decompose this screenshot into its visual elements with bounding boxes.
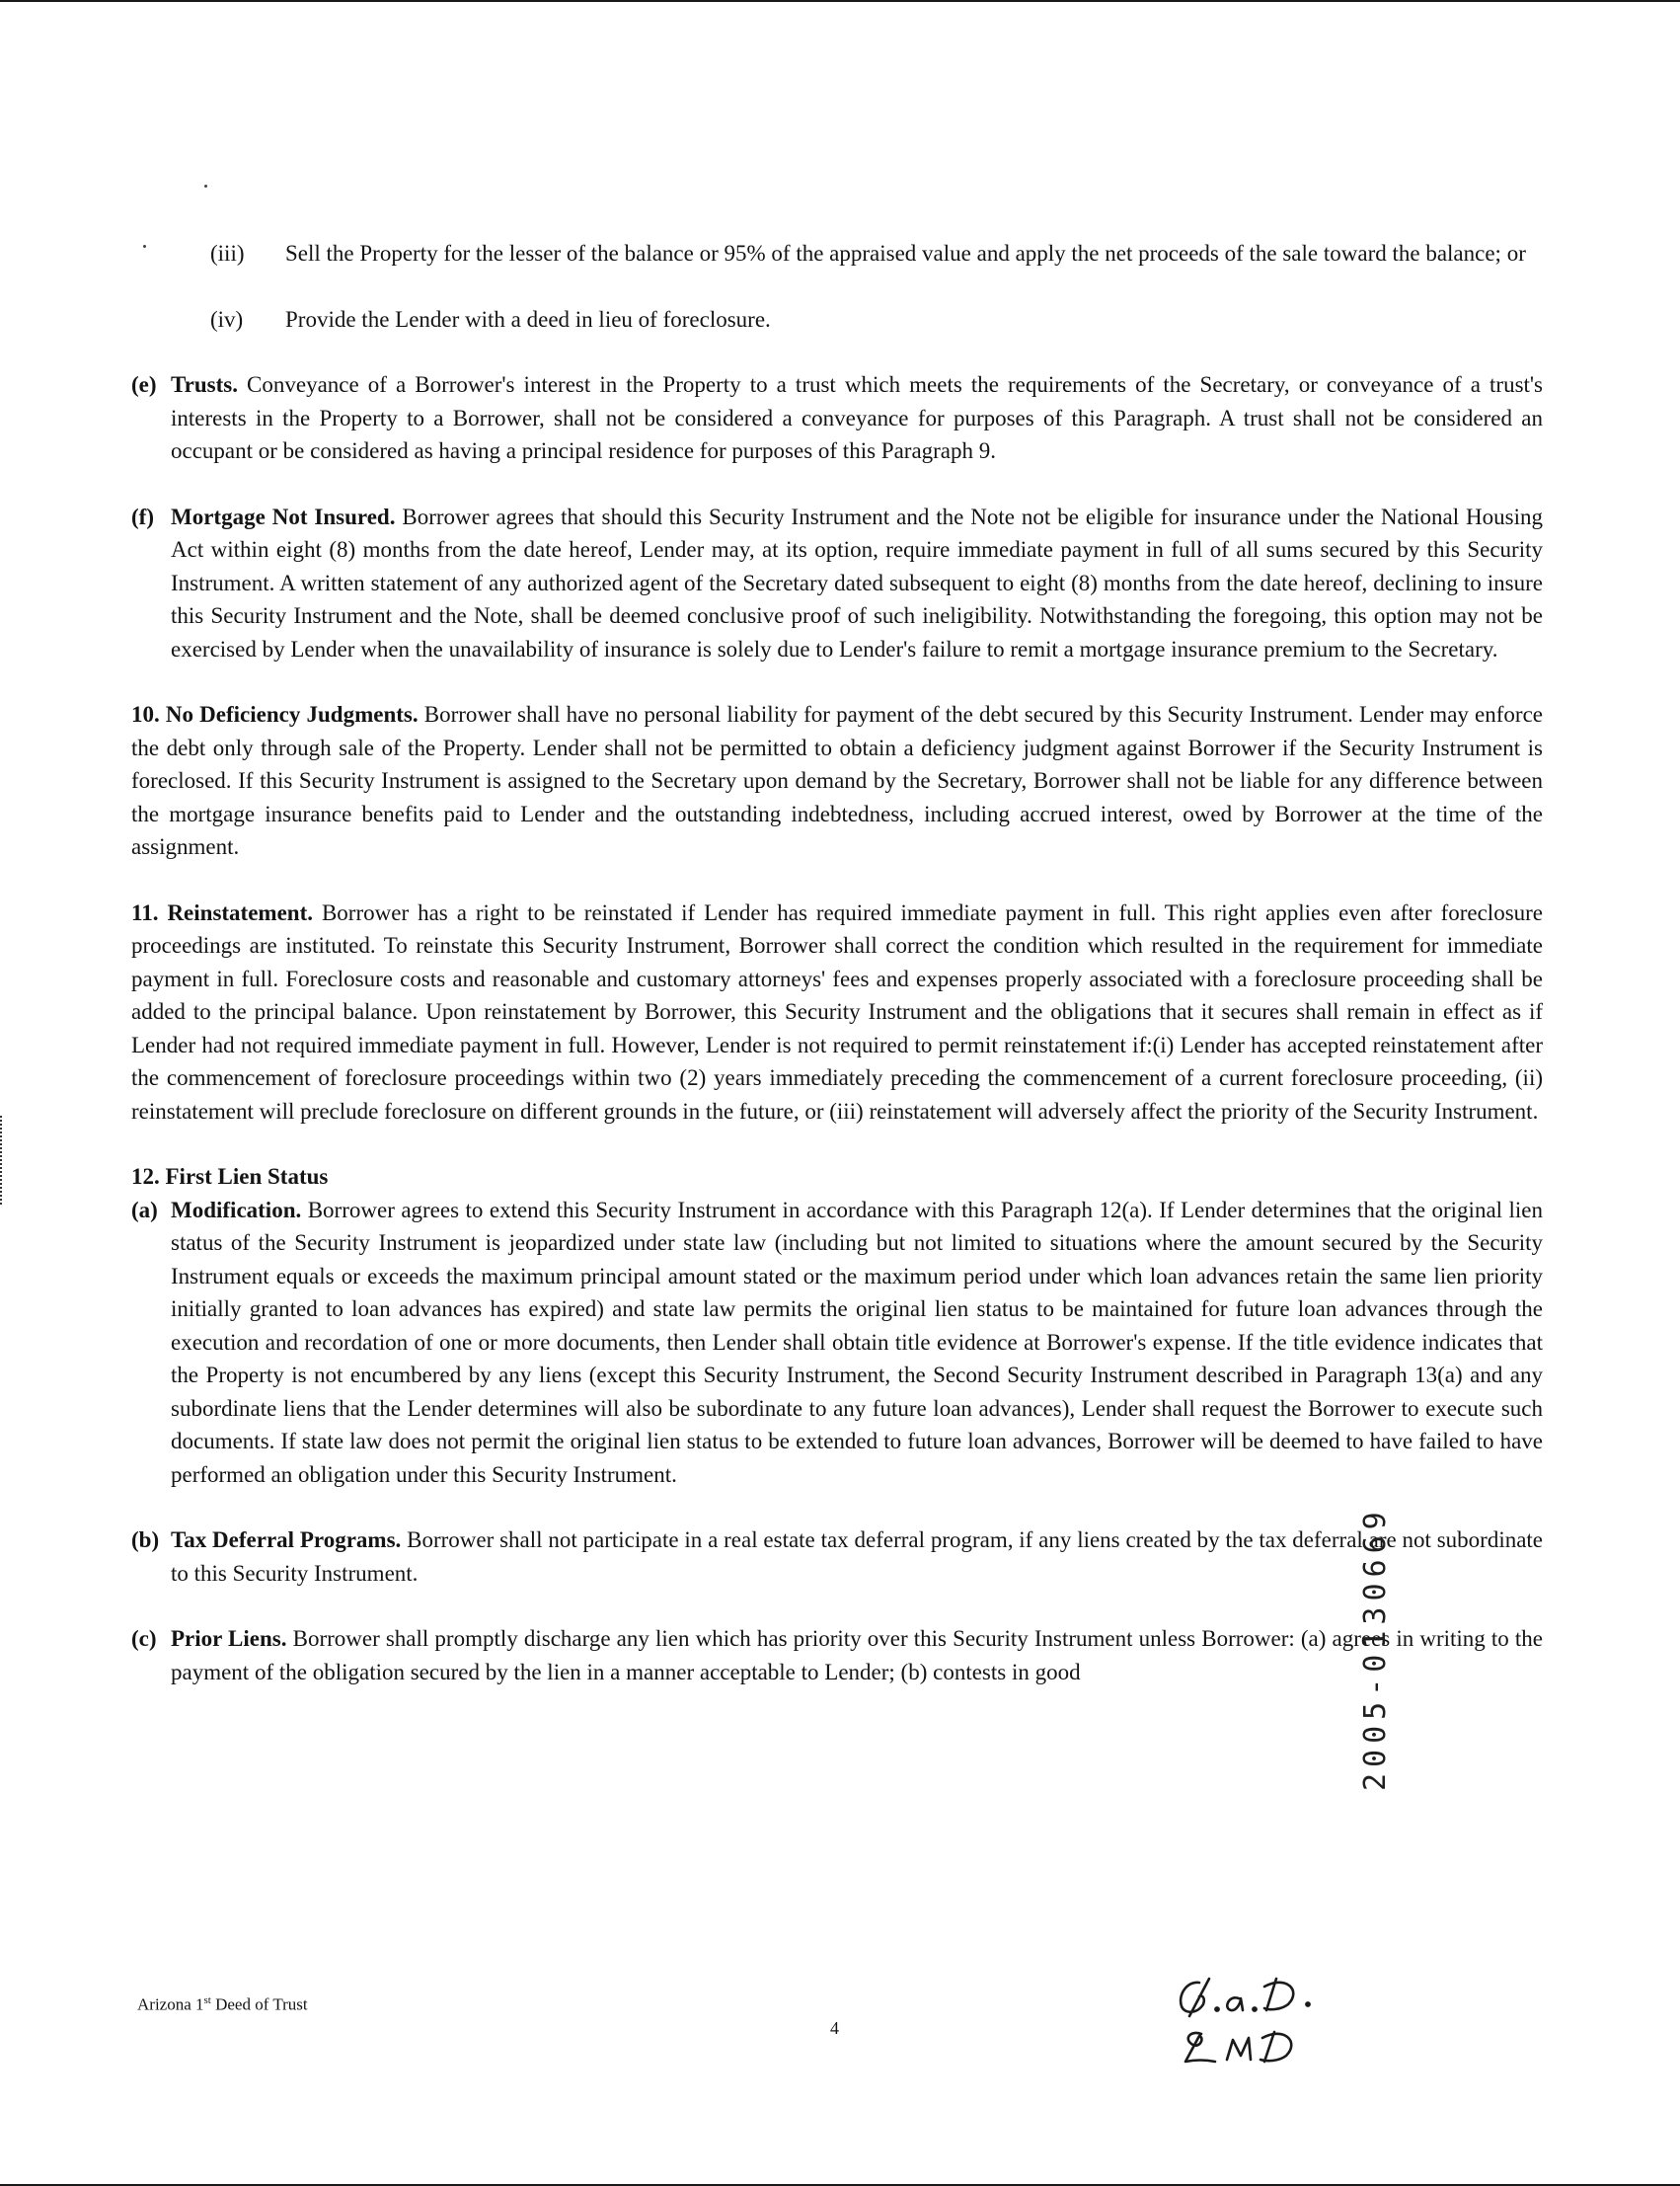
section-no-deficiency-judgments <box>131 698 1543 864</box>
list-item-number: (iii) <box>210 241 245 266</box>
margin-document-number: 2005-0130669 <box>1358 1506 1393 1791</box>
section-heading: Prior Liens. <box>171 1626 287 1651</box>
subsection-tax-deferral-programs <box>131 1523 1543 1590</box>
section-heading: Modification. <box>171 1197 302 1222</box>
section-text: Borrower shall promptly discharge any lien which has priority over this Security Instrument unless Borrower: (a) agrees in writing to the payment of the obligation secured by the lien in a manner acceptable to Lender; (b) contests in good <box>171 1626 1544 1684</box>
list-item-text: Sell the Property for the lesser of the balance or 95% of the appraised value and apply the net proceeds of the sale toward the balance; or <box>285 241 1526 266</box>
section-text: Borrower agrees that should this Security Instrument and the Note not be eligible for insurance under the National Housing Act within eight (8) months from the date hereof, Lender may, at its option, require immediate payment in full of all sums secured by this Security Instrument. A written statement of any authorized agent of the Secretary dated subsequent to eight (8) months from the date hereof, declining to insure this Security Instrument and the Note, shall be deemed conclusive proof of such ineligibility. Notwithstanding the foregoing, this option may not be exercised by Lender when the unavailability of insurance is solely due to Lender's failure to remit a mortgage insurance premium to the Secretary. <box>171 504 1543 662</box>
subsection-modification <box>131 1194 1543 1492</box>
section-text: Borrower shall have no personal liability for payment of the debt secured by this Security Instrument. Lender may enforce the debt only through sale of the Property. Lender shall not be permitted to obtain a deficiency judgment against Borrower if the Security Instrument is foreclosed. If this Security Instrument is assigned to the Secretary upon demand by the Secretary, Borrower shall not be liable for any difference between the mortgage insurance benefits paid to Lender and the outstanding indebtedness, including accrued interest, owed by Borrower at the time of the assignment. <box>131 702 1543 859</box>
section-heading: Trusts. <box>171 372 238 397</box>
list-item-number: (iv) <box>210 306 244 332</box>
section-label: (b) <box>131 1527 160 1552</box>
form-name-prefix: Arizona 1 <box>137 1994 204 2014</box>
section-mortgage-not-insured <box>131 501 1543 666</box>
section-reinstatement <box>131 897 1543 1129</box>
section-label: (c) <box>131 1626 157 1651</box>
section-heading: Mortgage Not Insured. <box>171 504 396 529</box>
form-name <box>137 1990 308 2016</box>
section-label: (a) <box>131 1197 158 1222</box>
form-name-suffix: Deed of Trust <box>210 1994 308 2014</box>
list-item-iv <box>131 303 1543 337</box>
section-text: Borrower has a right to be reinstated if Lender has required immediate payment in full. This right applies even after foreclosure proceedings are instituted. To reinstate this Security Instrument, Borrower shall correct the condition which resulted in the requirement for immediate payment in full. Foreclosure costs and reasonable and customary attorneys' fees and expenses properly associated with a foreclosure proceeding shall be added to the principal balance. Upon reinstatement by Borrower, this Security Instrument and the obligations that it secures shall remain in effect as if Lender had not required immediate payment in full. However, Lender is not required to permit reinstatement if:(i) Lender has accepted reinstatement after the commencement of foreclosure proceedings within two (2) years immediately preceding the commencement of a current foreclosure proceeding, (ii) reinstatement will preclude foreclosure on different grounds in the future, or (iii) reinstatement will adversely affect the priority of the Security Instrument. <box>131 899 1544 1124</box>
form-name-sup: st <box>203 1994 211 2006</box>
handwritten-initials <box>1170 1965 1367 2073</box>
document-body <box>131 237 1543 1688</box>
scan-edge-marks <box>0 1116 6 1205</box>
section-heading: 11. Reinstatement. <box>131 899 313 925</box>
section-trusts <box>131 368 1543 468</box>
subsection-prior-liens <box>131 1622 1543 1688</box>
section-label: (e) <box>131 372 157 397</box>
page-number: 4 <box>830 2018 839 2038</box>
section-text: Borrower agrees to extend this Security Instrument in accordance with this Paragraph 12(a). If Lender determines that the original lien status of the Security Instrument is jeopardized under state law (including but not limited to situations where the amount secured by the Security Instrument equals or exceeds the maximum principal amount stated or the maximum period under which loan advances retain the same lien priority initially granted to loan advances has expired) and state law permits the original lien status to be maintained for future loan advances through the execution and recordation of one or more documents, then Lender shall obtain title evidence at Borrower's expense. If the title evidence indicates that the Property is not encumbered by any liens (except this Security Instrument, the Second Security Instrument described in Paragraph 13(a) and any subordinate liens that the Lender determines will also be subordinate to any future loan advances), Lender shall request the Borrower to execute such documents. If state law does not permit the original lien status to be extended to future loan advances, Borrower will be deemed to have failed to have performed an obligation under this Security Instrument. <box>171 1197 1543 1487</box>
section-label: (f) <box>131 504 154 529</box>
list-item-iii <box>131 237 1543 271</box>
section-text: Conveyance of a Borrower's interest in the Property to a trust which meets the requirements of the Secretary, or conveyance of a trust's interests in the Property to a Borrower, shall not be considered a conveyance for purposes of this Paragraph. A trust shall not be considered an occupant or be considered as having a principal residence for purposes of this Paragraph 9. <box>171 372 1544 463</box>
list-item-text: Provide the Lender with a deed in lieu of foreclosure. <box>285 306 771 332</box>
section-heading: Tax Deferral Programs. <box>171 1527 402 1552</box>
section-text: Borrower shall not participate in a real estate tax deferral program, if any liens created by the tax deferral are not subordinate to this Security Instrument. <box>171 1527 1544 1586</box>
section-first-lien-status-heading: 12. First Lien Status <box>131 1164 329 1189</box>
scan-speck <box>204 185 207 188</box>
scan-edge-top <box>0 0 1680 2</box>
section-heading: 10. No Deficiency Judgments. <box>131 702 419 727</box>
